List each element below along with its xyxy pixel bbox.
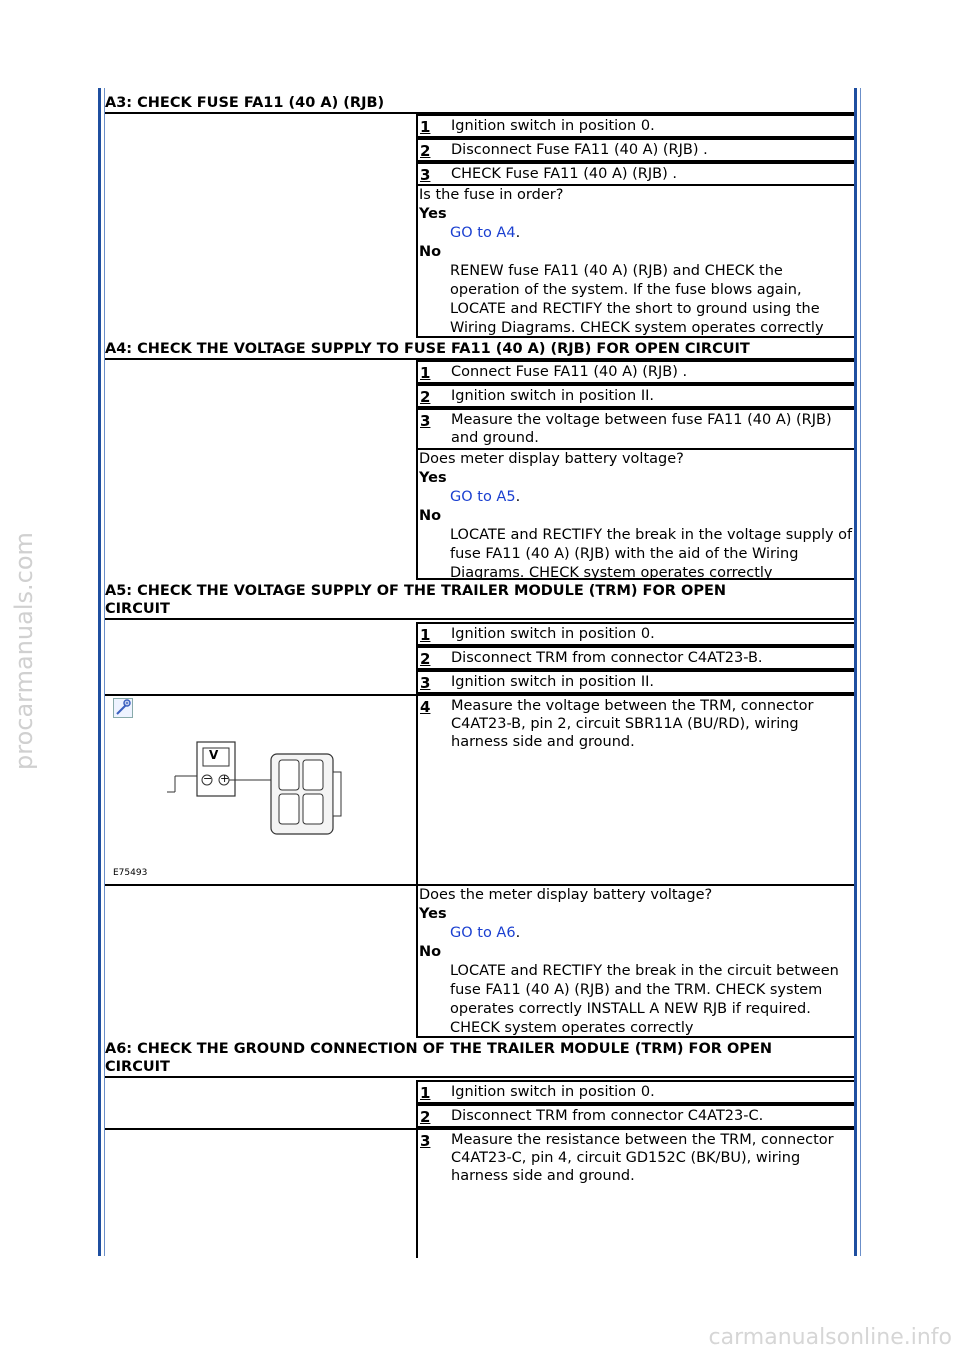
yes-label: Yes: [419, 470, 447, 486]
meter-plus: +: [220, 772, 230, 785]
step-number: 3: [420, 166, 431, 184]
step-number: 3: [420, 674, 431, 692]
meter-minus: −: [203, 772, 213, 785]
meter-label: V: [209, 748, 219, 762]
step-number: 2: [420, 650, 431, 668]
step-text: Disconnect TRM from connector C4AT23-B.: [451, 650, 763, 666]
page-frame-left: [98, 88, 101, 1256]
step-text: Ignition switch in position 0.: [451, 118, 655, 134]
step-text: CHECK Fuse FA11 (40 A) (RJB) .: [451, 166, 677, 182]
page-frame-left-inner: [104, 88, 105, 1256]
section-a6-title: [105, 1040, 854, 1078]
step-text: Measure the voltage between fuse FA11 (40 A) (RJB) and ground.: [451, 412, 832, 446]
goto-a4-link[interactable]: GO to A4: [450, 225, 516, 241]
question-text: Does the meter display battery voltage?: [419, 887, 713, 903]
a4-result: Does meter display battery voltage? Yes GO to A5. No LOCATE and RECTIFY the break in the voltage supply of fuse FA11 (40 A) (RJB) with the aid of the Wiring Diagrams. CHECK system operates correctly: [416, 450, 854, 580]
step-number: 1: [420, 1084, 431, 1102]
watermark-left: procarmanuals.com: [10, 532, 38, 770]
goto-a6-link[interactable]: GO to A6: [450, 925, 516, 941]
title-line-2: CIRCUIT: [105, 601, 170, 617]
no-action-text: LOCATE and RECTIFY the break in the voltage supply of fuse FA11 (40 A) (RJB) with the aid of the Wiring Diagrams. CHECK system operates correctly: [450, 527, 853, 581]
a5-result: Does the meter display battery voltage? Yes GO to A6. No LOCATE and RECTIFY the break in the circuit between fuse FA11 (40 A) (RJB) and the TRM. CHECK system operates correctly INSTALL A NEW RJB if required. CHECK system operates correctly: [416, 886, 854, 1038]
step-number: 3: [420, 1132, 431, 1150]
section-a4-title: A4: CHECK THE VOLTAGE SUPPLY TO FUSE FA11 (40 A) (RJB) FOR OPEN CIRCUIT: [105, 340, 854, 360]
a6-step-1: [416, 1080, 854, 1104]
step-text: Measure the resistance between the TRM, connector C4AT23-C, pin 4, circuit GD152C (BK/BU), wiring harness side and ground.: [451, 1132, 834, 1184]
goto-a5-link[interactable]: GO to A5: [450, 489, 516, 505]
no-label: No: [419, 944, 442, 960]
no-label: No: [419, 508, 442, 524]
title-line-1: A6: CHECK THE GROUND CONNECTION OF THE TRAILER MODULE (TRM) FOR OPEN: [105, 1041, 772, 1057]
figure-code: E75493: [113, 868, 148, 878]
step-text: Ignition switch in position 0.: [451, 1084, 655, 1100]
step-number: 1: [420, 118, 431, 136]
a3-step-2: [416, 138, 854, 162]
step-text: Measure the voltage between the TRM, connector C4AT23-B, pin 2, circuit SBR11A (BU/RD), wiring harness side and ground.: [451, 698, 814, 750]
section-a3-title: A3: CHECK FUSE FA11 (40 A) (RJB): [105, 94, 854, 114]
meter-connector-diagram: [105, 696, 416, 888]
a4-step-3: [416, 408, 854, 450]
page-frame-right-inner: [860, 88, 861, 1256]
a4-step-1: [416, 360, 854, 384]
watermark-bottom: carmanualsonline.info: [708, 1325, 952, 1350]
step-number: 3: [420, 412, 431, 430]
step-number: 1: [420, 626, 431, 644]
a4-step-2: [416, 384, 854, 408]
step-text: Connect Fuse FA11 (40 A) (RJB) .: [451, 364, 688, 380]
no-action-text: LOCATE and RECTIFY the break in the circuit between fuse FA11 (40 A) (RJB) and the TRM. CHECK system operates correctly INSTALL A NEW RJB if required. CHECK system operates correctly: [450, 963, 839, 1036]
step-number: 2: [420, 1108, 431, 1126]
a5-figure: [105, 694, 416, 886]
step-text: Ignition switch in position 0.: [451, 626, 655, 642]
step-number: 1: [420, 364, 431, 382]
a3-step-1: [416, 114, 854, 138]
a6-step-2: [416, 1104, 854, 1128]
step-number: 2: [420, 388, 431, 406]
a5-step-4: [416, 694, 854, 886]
a5-step-3: [416, 670, 854, 694]
a6-figure-area: [105, 1128, 416, 1130]
question-text: Does meter display battery voltage?: [419, 451, 684, 467]
title-line-2: CIRCUIT: [105, 1059, 170, 1075]
step-text: Ignition switch in position II.: [451, 674, 655, 690]
no-label: No: [419, 244, 442, 260]
a5-step-1: [416, 622, 854, 646]
step-text: Ignition switch in position II.: [451, 388, 655, 404]
a3-step-3: [416, 162, 854, 186]
no-action-text: RENEW fuse FA11 (40 A) (RJB) and CHECK the operation of the system. If the fuse blows again, LOCATE and RECTIFY the short to ground using the Wiring Diagrams. CHECK system operates correctly: [450, 263, 824, 336]
step-text: Disconnect Fuse FA11 (40 A) (RJB) .: [451, 142, 708, 158]
yes-label: Yes: [419, 906, 447, 922]
a3-result: Is the fuse in order? Yes GO to A4. No RENEW fuse FA11 (40 A) (RJB) and CHECK the operation of the system. If the fuse blows again, LOCATE and RECTIFY the short to ground using the Wiring Diagrams. CHECK system operates correctly: [416, 186, 854, 338]
title-line-1: A5: CHECK THE VOLTAGE SUPPLY OF THE TRAILER MODULE (TRM) FOR OPEN: [105, 583, 726, 599]
step-number: 2: [420, 142, 431, 160]
step-number: 4: [420, 698, 431, 716]
a5-step-2: [416, 646, 854, 670]
step-text: Disconnect TRM from connector C4AT23-C.: [451, 1108, 764, 1124]
yes-label: Yes: [419, 206, 447, 222]
section-a5-title: [105, 582, 854, 620]
question-text: Is the fuse in order?: [419, 187, 564, 203]
page-frame-right: [854, 88, 857, 1256]
a6-step-3: [416, 1128, 854, 1258]
